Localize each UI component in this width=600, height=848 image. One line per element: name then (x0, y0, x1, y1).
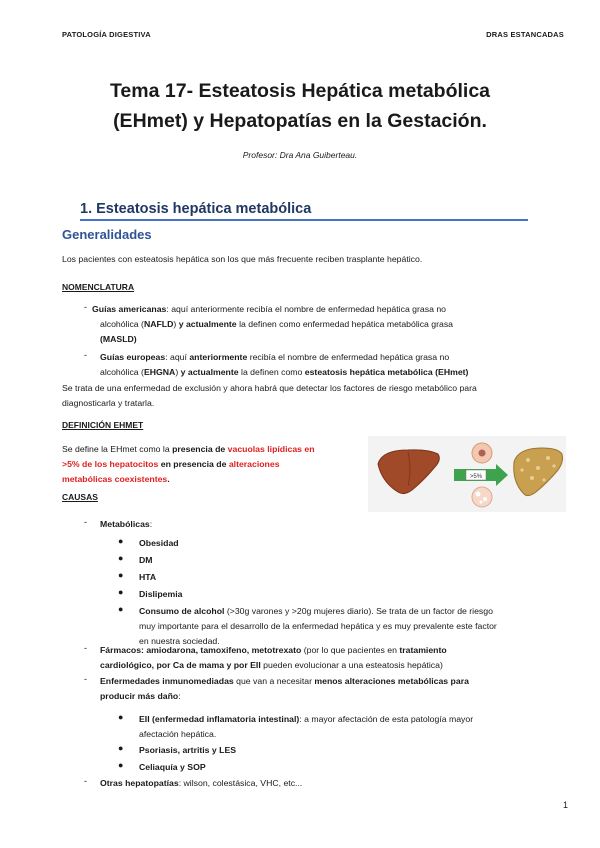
farmacos-t2: tratamiento (399, 645, 447, 655)
item-guias-europeas (100, 350, 547, 380)
text-europeas-2d: y actualmente (180, 367, 239, 377)
acronym-ehgna: EHGNA (143, 367, 176, 377)
text-europeas-2a: alcohólica ( (100, 367, 144, 377)
liver-illustration (368, 436, 566, 512)
text-americanas-2a: alcohólica ( (100, 319, 144, 329)
cause-eii (139, 712, 559, 742)
text-europeas-2e: la definen como (238, 367, 305, 377)
bullet-marker: ● (118, 587, 124, 597)
item-metabolicas (100, 517, 152, 532)
document-title (0, 76, 600, 136)
text-americanas-1: : aquí anteriormente recibía el nombre de enfermedad hepática grasa no (166, 304, 446, 314)
text-americanas-2c: ) (173, 319, 179, 329)
heading-definicion: DEFINICIÓN EHMET (62, 420, 144, 430)
def-alteraciones: alteraciones (228, 459, 280, 469)
section-heading: 1. Esteatosis hepática metabólica (80, 201, 312, 217)
dash-marker: - (84, 302, 87, 312)
bullet-marker: ● (118, 536, 124, 546)
exclusion-line-2: diagnosticarla y tratarla. (62, 398, 155, 408)
bullet-marker: ● (118, 712, 124, 722)
professor: Profesor: Dra Ana Guiberteau. (242, 150, 358, 160)
text-europeas-1b: anteriormente (189, 352, 248, 362)
eii-t2: afectación hepática. (139, 729, 217, 739)
header-right: DRAS ESTANCADAS (486, 30, 564, 39)
farmacos-t4: pueden evolucionar a una esteatosis hepática) (260, 660, 443, 670)
definicion-text (62, 442, 362, 487)
exclusion-line-1: Se trata de una enfermedad de exclusión y ahora habrá que detectar los factores de riesgo metabólico para (62, 383, 477, 393)
percent-label: >5% (469, 474, 483, 480)
dash-marker: - (84, 776, 87, 786)
cause-psoriasis: Psoriasis, artritis y LES (139, 745, 237, 755)
bullet-marker: ● (118, 760, 124, 770)
metabolicas-colon: : (149, 519, 153, 529)
subheading-generalidades: Generalidades (62, 227, 152, 242)
cause-dm: DM (139, 555, 153, 565)
eii-t1: : a mayor afectación de esta patología mayor (299, 714, 474, 724)
inmuno-t1: que van a necesitar (233, 676, 315, 686)
acronym-masld: (MASLD) (100, 334, 137, 344)
item-inmunomediadas (100, 674, 555, 704)
def-period: . (167, 474, 170, 484)
dash-marker: - (84, 643, 87, 653)
farmacos-t1: (por lo que pacientes en (301, 645, 400, 655)
label-eii: EII (enfermedad inflamatoria intestinal) (139, 714, 300, 724)
label-guias-americanas: Guías americanas (92, 304, 167, 314)
dash-marker: - (84, 517, 87, 527)
def-t5: en presencia de (158, 459, 229, 469)
acronym-nafld: NAFLD (143, 319, 174, 329)
bullet-marker: ● (118, 604, 124, 614)
text-americanas-2d: y actualmente (178, 319, 237, 329)
inmuno-t2: menos alteraciones metabólicas para (314, 676, 469, 686)
section-underline (80, 219, 528, 221)
bullet-marker: ● (118, 743, 124, 753)
label-guias-europeas: Guías europeas (100, 352, 166, 362)
farmacos-t3: cardiológico, por Ca de mama y por EII (100, 660, 261, 670)
alcohol-t2: muy importante para el desarrollo de la enfermedad hepática y es muy prevalente este factor (139, 621, 497, 631)
def-t1: Se define la EHmet como la (62, 444, 173, 454)
page-number: 1 (562, 800, 568, 810)
otras-t1: : wilson, colestásica, VHC, etc... (178, 778, 303, 788)
heading-nomenclatura: NOMENCLATURA (62, 282, 135, 292)
exclusion-paragraph (62, 381, 477, 411)
item-farmacos (100, 643, 555, 673)
label-alcohol: Consumo de alcohol (139, 606, 225, 616)
text-americanas-2e: la definen como enfermedad hepática metabólica grasa (236, 319, 454, 329)
cause-obesidad: Obesidad (139, 538, 179, 548)
text-europeas-2c: ) (175, 367, 181, 377)
label-metabolicas: Metabólicas (100, 519, 150, 529)
alcohol-t1: (>30g varones y >20g mujeres diario). Se trata de un factor de riesgo (224, 606, 493, 616)
title-line-1: Tema 17- Esteatosis Hepática metabólica (109, 80, 491, 102)
def-percent: >5% de los hepatocitos (62, 459, 159, 469)
generalidades-text: Los pacientes con esteatosis hepática son los que más frecuente reciben trasplante hepático. (62, 254, 423, 264)
cause-celiaquia: Celiaquía y SOP (139, 762, 206, 772)
heading-causas: CAUSAS (62, 492, 98, 502)
cause-dislipemia: Dislipemia (139, 589, 183, 599)
label-inmunomediadas: Enfermedades inmunomediadas (100, 676, 234, 686)
text-europeas-1a: : aquí (165, 352, 190, 362)
dash-marker: - (84, 674, 87, 684)
def-metabolicas: metabólicas coexistentes (62, 474, 168, 484)
def-t2: presencia de (172, 444, 228, 454)
header-left: PATOLOGÍA DIGESTIVA (62, 30, 151, 39)
text-europeas-1c: recibía el nombre de enfermedad hepática grasa no (247, 352, 450, 362)
inmuno-t3: producir más daño (100, 691, 179, 701)
liver-diagram-svg (368, 436, 566, 512)
label-farmacos: Fármacos: amiodarona, tamoxifeno, metotrexato (100, 645, 302, 655)
cell-bottom-icon (472, 487, 492, 507)
title-line-2: (EHmet) y Hepatopatías en la Gestación. (113, 110, 487, 132)
cause-hta: HTA (139, 572, 157, 582)
item-guias-americanas (92, 302, 547, 347)
text-europeas-2f: esteatosis hepática metabólica (EHmet) (304, 367, 469, 377)
dash-marker: - (84, 350, 87, 360)
bullet-marker: ● (118, 553, 124, 563)
item-otras-hepatopatias (100, 776, 302, 791)
def-vacuolas: vacuolas lipídicas en (227, 444, 315, 454)
bullet-marker: ● (118, 570, 124, 580)
inmuno-t4: : (178, 691, 181, 701)
label-otras: Otras hepatopatías (100, 778, 179, 788)
alcohol-t3: en nuestra sociedad. (139, 636, 220, 646)
